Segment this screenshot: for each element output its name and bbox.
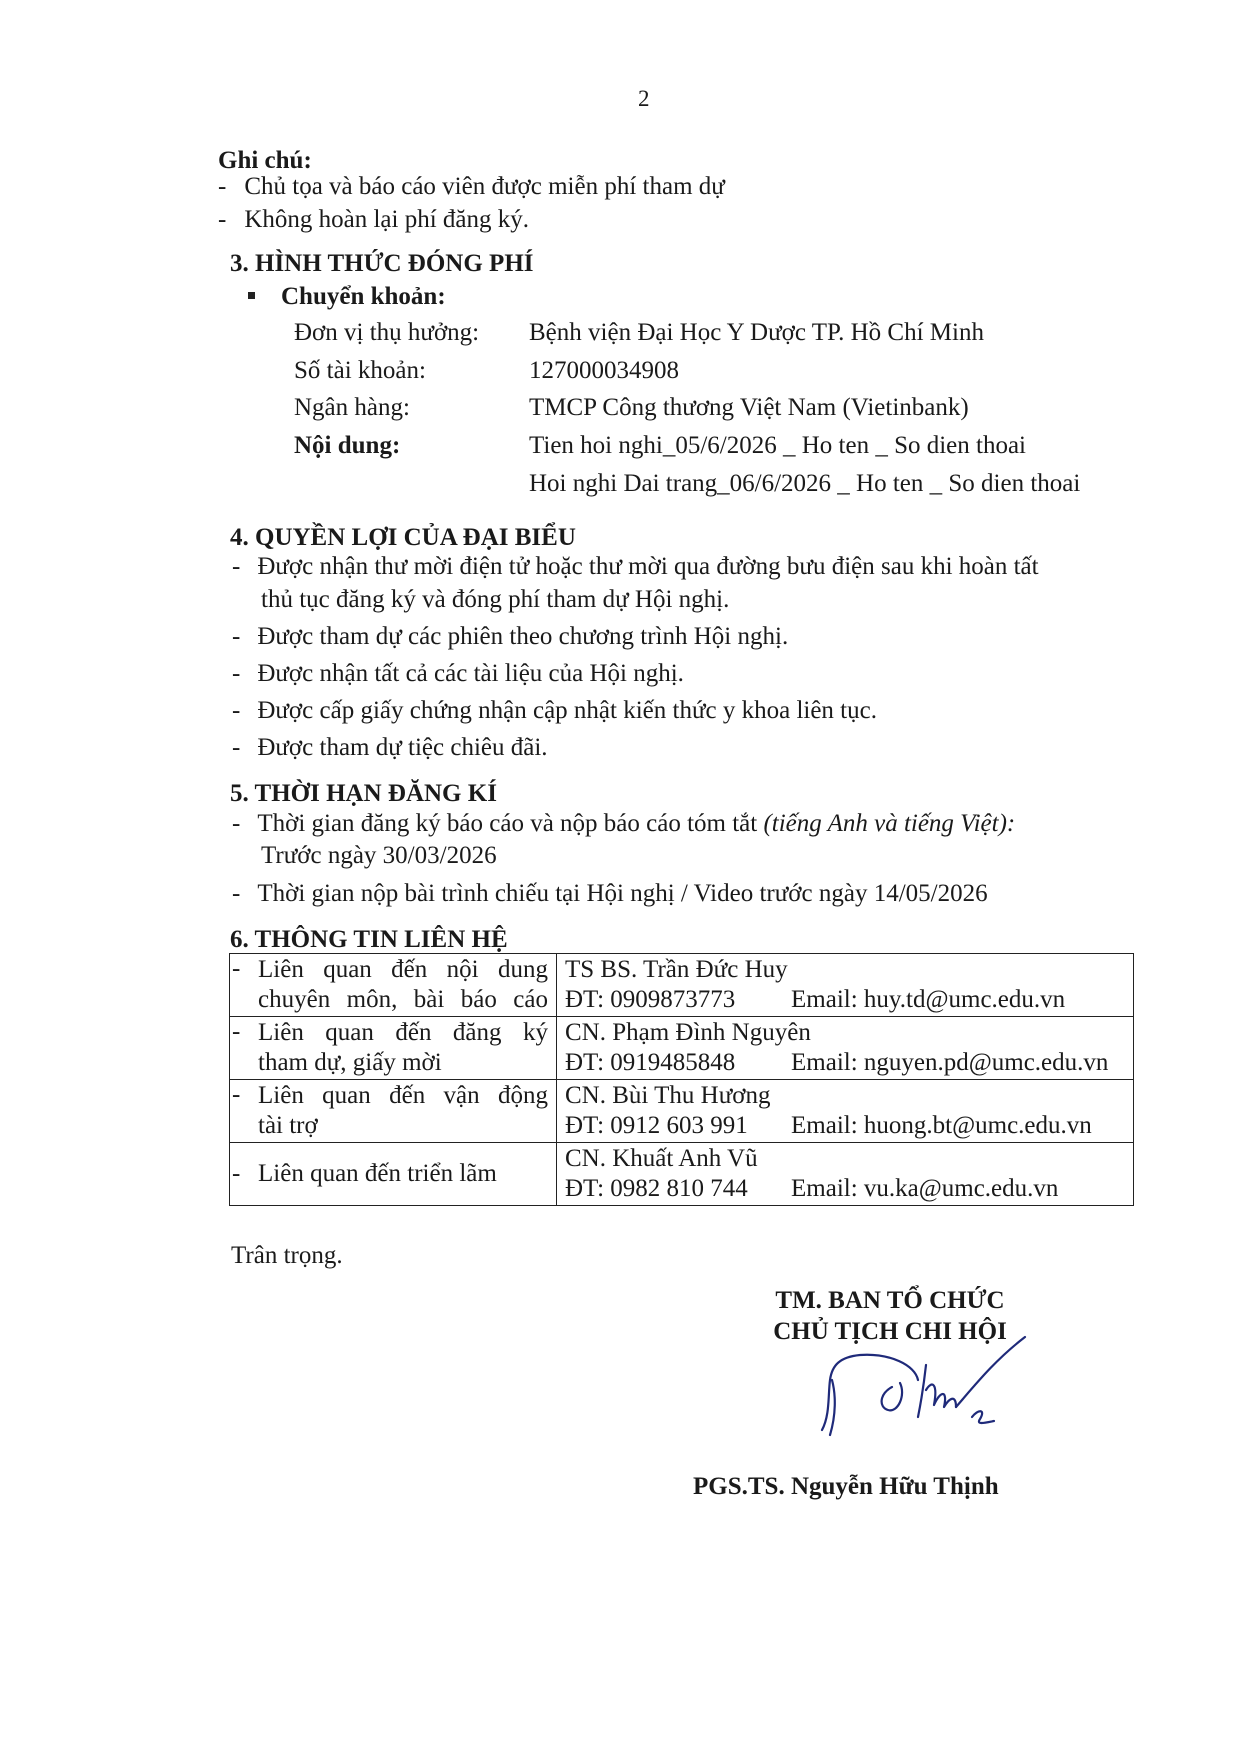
contact-phone: ĐT: 0982 810 744 bbox=[565, 1175, 748, 1202]
handwritten-signature bbox=[800, 1335, 1050, 1450]
section5-title: 5. THỜI HẠN ĐĂNG KÍ bbox=[230, 780, 497, 807]
dash-marker: - bbox=[232, 623, 241, 650]
dash-marker: - bbox=[232, 660, 241, 687]
payment-value: Bệnh viện Đại Học Y Dược TP. Hồ Chí Minh bbox=[529, 319, 984, 346]
contact-phone: ĐT: 0919485848 bbox=[565, 1049, 736, 1076]
payment-row: Nội dung: bbox=[294, 432, 401, 459]
section6-title: 6. THÔNG TIN LIÊN HỆ bbox=[230, 926, 508, 953]
contact-topic: - Liên quan đến đăng ký tham dự, giấy mời bbox=[230, 1017, 557, 1080]
contact-email: Email: huong.bt@umc.edu.vn bbox=[791, 1112, 1092, 1139]
benefit-item: - Được tham dự các phiên theo chương trình Hội nghị. bbox=[232, 623, 789, 650]
square-bullet-icon bbox=[248, 292, 255, 299]
contact-email: Email: huy.td@umc.edu.vn bbox=[791, 986, 1066, 1013]
deadline-item: - Thời gian đăng ký báo cáo và nộp báo cáo tóm tắt (tiếng Anh và tiếng Việt): bbox=[232, 810, 1016, 837]
table-row bbox=[230, 1143, 1134, 1206]
signature-stroke bbox=[972, 1411, 994, 1423]
payment-row: Đơn vị thụ hưởng: bbox=[294, 319, 480, 346]
dash-marker: - bbox=[232, 1160, 241, 1187]
dash-marker: - bbox=[218, 173, 227, 200]
signature-stroke bbox=[882, 1383, 902, 1410]
contact-topic: - Liên quan đến triển lãm bbox=[230, 1143, 557, 1206]
dash-marker: - bbox=[232, 880, 241, 907]
payment-row: Số tài khoản: bbox=[294, 357, 426, 384]
benefit-item: - Được nhận tất cả các tài liệu của Hội nghị. bbox=[232, 660, 684, 687]
benefit-item: - Được cấp giấy chứng nhận cập nhật kiến thức y khoa liên tục. bbox=[232, 697, 877, 724]
deadline-item-cont: Trước ngày 30/03/2026 bbox=[261, 842, 497, 869]
dash-marker: - bbox=[232, 1018, 241, 1045]
org-line-1: TM. BAN TỔ CHỨC bbox=[775, 1287, 1005, 1314]
signer-name: PGS.TS. Nguyễn Hữu Thịnh bbox=[693, 1473, 999, 1500]
payment-value: 127000034908 bbox=[529, 357, 679, 384]
payment-value: Tien hoi nghi_05/6/2026 _ Ho ten _ So dien thoai bbox=[529, 432, 1026, 459]
contact-email: Email: nguyen.pd@umc.edu.vn bbox=[791, 1049, 1109, 1076]
contact-topic: - Liên quan đến nội dung chuyên môn, bài báo cáo bbox=[230, 954, 557, 1017]
contact-topic: - Liên quan đến vận động tài trợ bbox=[230, 1080, 557, 1143]
contact-phone: ĐT: 0912 603 991 bbox=[565, 1112, 748, 1139]
page-number: 2 bbox=[638, 86, 650, 111]
section3-title: 3. HÌNH THỨC ĐÓNG PHÍ bbox=[230, 250, 534, 277]
table-row bbox=[230, 954, 1134, 1017]
dash-marker: - bbox=[232, 553, 241, 580]
contact-info: CN. Phạm Đình Nguyên ĐT: 0919485848 Email: nguyen.pd@umc.edu.vn bbox=[557, 1017, 1134, 1080]
org-line-2: CHỦ TỊCH CHI HỘI bbox=[773, 1318, 1007, 1345]
dash-marker: - bbox=[218, 206, 227, 233]
dash-marker: - bbox=[232, 1081, 241, 1108]
notes-item-2: - Không hoàn lại phí đăng ký. bbox=[218, 206, 530, 233]
contact-email: Email: vu.ka@umc.edu.vn bbox=[791, 1175, 1059, 1202]
payment-row: Ngân hàng: bbox=[294, 394, 410, 421]
contact-info: CN. Khuất Anh Vũ ĐT: 0982 810 744 Email: vu.ka@umc.edu.vn bbox=[557, 1143, 1134, 1206]
signature-stroke bbox=[956, 1337, 1025, 1407]
section4-title: 4. QUYỀN LỢI CỦA ĐẠI BIỂU bbox=[230, 524, 576, 551]
dash-marker: - bbox=[232, 955, 241, 982]
contact-table bbox=[229, 953, 1134, 1206]
signature-stroke bbox=[918, 1365, 956, 1417]
contact-info: TS BS. Trần Đức Huy ĐT: 0909873773 Email: huy.td@umc.edu.vn bbox=[557, 954, 1134, 1017]
signature-stroke bbox=[830, 1380, 835, 1435]
deadline-item: - Thời gian nộp bài trình chiếu tại Hội nghị / Video trước ngày 14/05/2026 bbox=[232, 880, 988, 907]
table-row bbox=[230, 1017, 1134, 1080]
signature-stroke bbox=[822, 1355, 918, 1430]
benefit-item: - Được nhận thư mời điện tử hoặc thư mời qua đường bưu điện sau khi hoàn tất bbox=[232, 553, 1039, 580]
contact-info: CN. Bùi Thu Hương ĐT: 0912 603 991 Email: huong.bt@umc.edu.vn bbox=[557, 1080, 1134, 1143]
contact-phone: ĐT: 0909873773 bbox=[565, 986, 736, 1013]
dash-marker: - bbox=[232, 734, 241, 761]
payment-value: TMCP Công thương Việt Nam (Vietinbank) bbox=[529, 394, 969, 421]
dash-marker: - bbox=[232, 810, 241, 837]
notes-item-1: - Chủ tọa và báo cáo viên được miễn phí tham dự bbox=[218, 173, 725, 200]
benefit-item: - Được tham dự tiệc chiêu đãi. bbox=[232, 734, 548, 761]
dash-marker: - bbox=[232, 697, 241, 724]
notes-title: Ghi chú: bbox=[218, 147, 312, 174]
closing-text: Trân trọng. bbox=[231, 1242, 343, 1269]
table-row bbox=[230, 1080, 1134, 1143]
section3-method: Chuyển khoản: bbox=[248, 282, 446, 312]
benefit-item-cont: thủ tục đăng ký và đóng phí tham dự Hội nghị. bbox=[261, 586, 730, 613]
payment-value-extra: Hoi nghi Dai trang_06/6/2026 _ Ho ten _ So dien thoai bbox=[529, 470, 1081, 497]
